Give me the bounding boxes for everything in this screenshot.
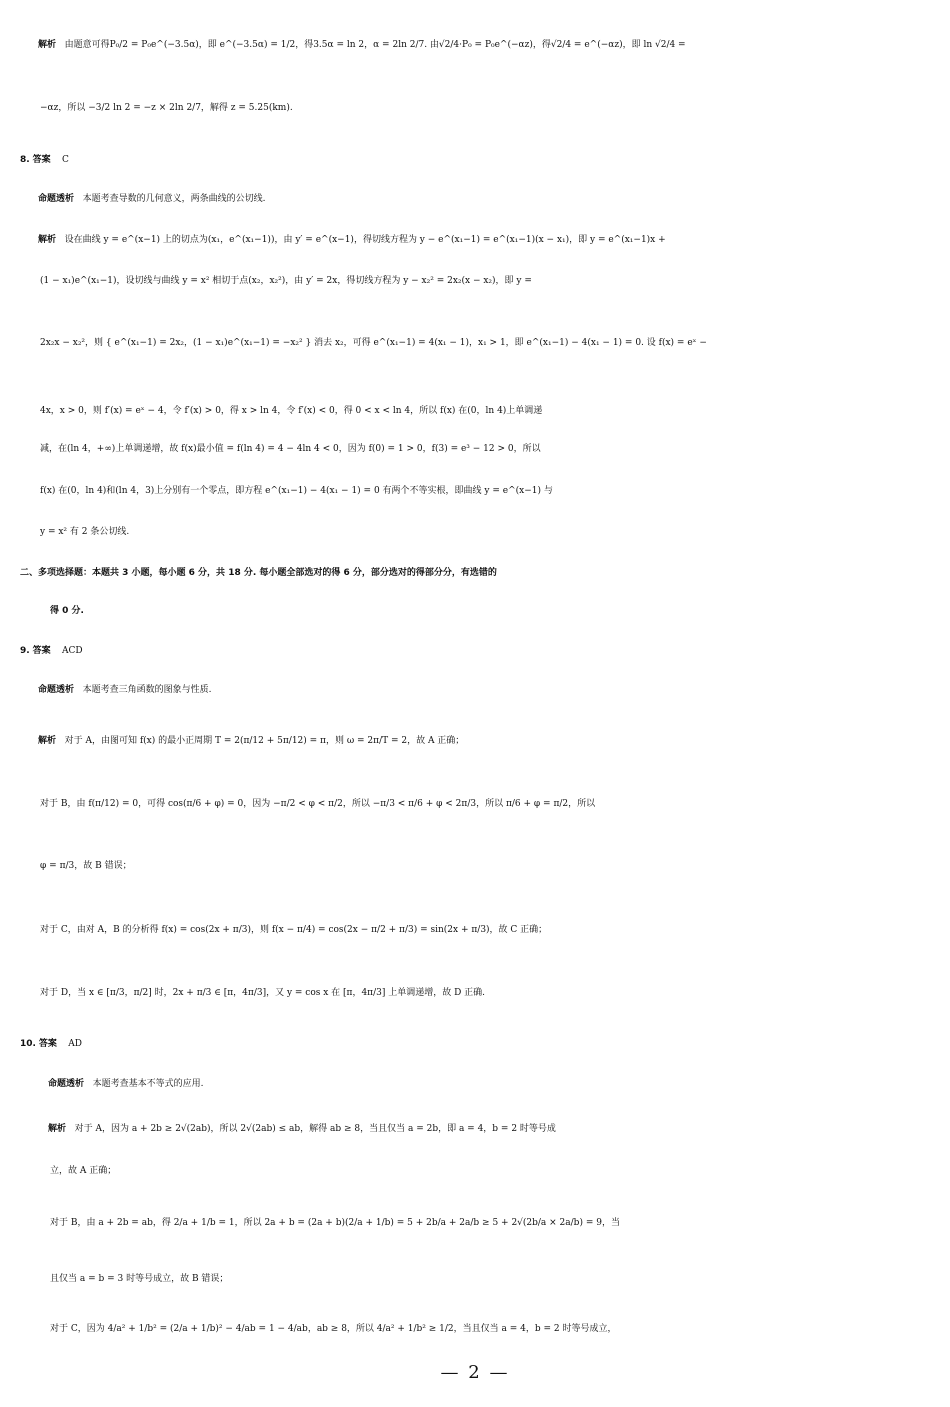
q9-analysis-line-1 — [0, 728, 950, 754]
q9-analysis-line-4: 对于 C，由对 A，B 的分析得 f(x) = cos(2x + π/3)，则 f(x − π/4) = cos(2x − π/2 + π/3) = sin(2x + π/3)，故 C 正确； — [40, 925, 548, 935]
q9-answer-line — [0, 638, 950, 664]
q9-analysis-line-2: 对于 B，由 f(π/12) = 0，可得 cos(π/6 + φ) = 0，因为 −π/2 < φ < π/2，所以 −π/3 < π/6 + φ < 2π/3，所以 π/6 + φ = π/2，所以 — [40, 799, 596, 809]
analysis-label: 解析 — [38, 736, 57, 746]
analysis-label: 解析 — [38, 235, 57, 245]
q8-intent-line — [0, 186, 950, 212]
q9-analysis-line-3: φ = π/3，故 B 错误； — [40, 861, 132, 871]
q9-analysis-line-5: 对于 D，当 x ∈ [π/3，π/2] 时，2x + π/3 ∈ [π，4π/3]，又 y = cos x 在 [π，4π/3] 上单调递增，故 D 正确. — [40, 988, 486, 998]
section-heading-cont: 得 0 分. — [50, 606, 84, 616]
q8-analysis-line-1 — [0, 227, 950, 253]
q10-analysis-line-1 — [0, 1116, 950, 1142]
q10-analysis-line-2: 立，故 A 正确； — [50, 1166, 117, 1176]
q10-analysis-line-4: 且仅当 a = b = 3 时等号成立，故 B 错误； — [50, 1274, 229, 1284]
q8-analysis-line-5: 减，在(ln 4，+∞)上单调递增，故 f(x)最小值 = f(ln 4) = 4 − 4ln 4 < 0，因为 f(0) = 1 > 0，f(3) = e³ − 12 > 0，所以 — [40, 444, 541, 454]
answer-value: C — [62, 155, 69, 165]
answer-label: 答案 — [38, 1039, 57, 1049]
analysis-text: 由题意可得P₀/2 = P₀e^(−3.5α)，即 e^(−3.5α) = 1/2，得3.5α = ln 2，α = 2ln 2/7. 由√2/4·P₀ = P₀e^(−αz)，得√2/4 = e^(−αz)，即 ln √2/4 = — [64, 40, 686, 50]
intent-text: 本题考查基本不等式的应用. — [92, 1079, 204, 1089]
q8-analysis-line-7: y = x² 有 2 条公切线. — [40, 527, 130, 537]
q8-answer-line — [0, 147, 950, 173]
intent-label: 命题透析 — [48, 1079, 85, 1089]
answer-label: 答案 — [32, 155, 51, 165]
q10-intent-line — [0, 1071, 950, 1097]
q9-intent-line — [0, 677, 950, 703]
page-number: — 2 — — [440, 1362, 510, 1383]
analysis-label: 解析 — [48, 1124, 67, 1134]
q10-analysis-line-5: 对于 C，因为 4/a² + 1/b² = (2/a + 1/b)² − 4/ab = 1 − 4/ab，ab ≥ 8，所以 4/a² + 1/b² ≥ 1/2，当且仅当 a = 4，b = 2 时等号成立， — [50, 1324, 617, 1334]
analysis-text: 对于 A，因为 a + 2b ≥ 2√(2ab)，所以 2√(2ab) ≤ ab，解得 ab ≥ 8，当且仅当 a = 2b，即 a = 4，b = 2 时等号成 — [74, 1124, 556, 1134]
answer-label: 答案 — [32, 646, 51, 656]
intent-label: 命题透析 — [38, 685, 75, 695]
intent-text: 本题考查导数的几何意义，两条曲线的公切线. — [82, 194, 266, 204]
q7-analysis-line-1 — [0, 32, 950, 58]
q8-analysis-line-2: (1 − x₁)e^(x₁−1)，设切线与曲线 y = x² 相切于点(x₂，x₂²)，由 y′ = 2x，得切线方程为 y − x₂² = 2x₂(x − x₂)，即 y = — [40, 276, 532, 286]
question-number: 9. — [20, 646, 30, 656]
question-number: 8. — [20, 155, 30, 165]
q8-analysis-line-3: 2x₂x − x₂²，则 { e^(x₁−1) = 2x₂，(1 − x₁)e^(x₁−1) = −x₂² } 消去 x₂，可得 e^(x₁−1) = 4(x₁ − 1)，x₁ > 1，即 e^(x₁−1) − 4(x₁ − 1) = 0. 设 f(x) = eˣ − — [40, 338, 707, 348]
q10-analysis-line-3: 对于 B，由 a + 2b = ab，得 2/a + 1/b = 1，所以 2a + b = (2a + b)(2/a + 1/b) = 5 + 2b/a + 2a/b ≥ 5 + 2√(2b/a × 2a/b) = 9，当 — [50, 1218, 620, 1228]
answer-value: AD — [68, 1039, 83, 1049]
analysis-text: 对于 A，由图可知 f(x) 的最小正周期 T = 2(π/12 + 5π/12) = π，则 ω = 2π/T = 2，故 A 正确； — [64, 736, 465, 746]
section-heading: 二、多项选择题：本题共 3 小题，每小题 6 分，共 18 分. 每小题全部选对的得 6 分，部分选对的得部分分，有选错的 — [20, 568, 497, 578]
intent-label: 命题透析 — [38, 194, 75, 204]
q10-answer-line — [0, 1031, 950, 1057]
q8-analysis-line-6: f(x) 在(0，ln 4)和(ln 4，3)上分别有一个零点，即方程 e^(x₁−1) − 4(x₁ − 1) = 0 有两个不等实根，即曲线 y = e^(x−1) 与 — [40, 486, 553, 496]
q7-analysis-line-2: −αz，所以 −3/2 ln 2 = −z × 2ln 2/7，解得 z = 5.25(km). — [40, 103, 293, 113]
intent-text: 本题考查三角函数的图象与性质. — [82, 685, 212, 695]
answer-value: ACD — [62, 646, 83, 656]
q8-analysis-line-4: 4x，x > 0，则 f′(x) = eˣ − 4，令 f′(x) > 0，得 x > ln 4，令 f′(x) < 0，得 0 < x < ln 4，所以 f(x) 在(0，ln 4)上单调递 — [40, 406, 543, 416]
question-number: 10. — [20, 1039, 36, 1049]
analysis-label: 解析 — [38, 40, 57, 50]
analysis-text: 设在曲线 y = e^(x−1) 上的切点为(x₁，e^(x₁−1))，由 y′ = e^(x−1)，得切线方程为 y − e^(x₁−1) = e^(x₁−1)(x − x₁)，即 y = e^(x₁−1)x + — [64, 235, 666, 245]
